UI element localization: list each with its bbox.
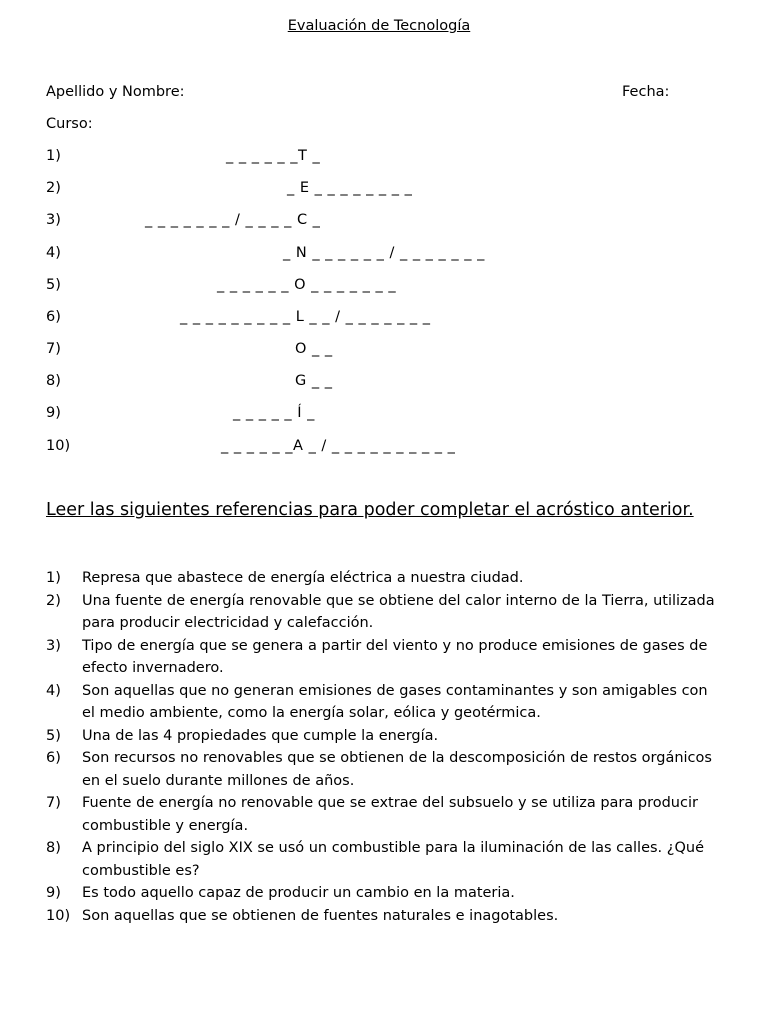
acrostic-row-number: 5) [46, 277, 61, 293]
list-item [46, 747, 718, 792]
acrostic-row-pattern: _ _ _ _ _ _ O _ _ _ _ _ _ _ [217, 277, 397, 293]
clue-text: Son aquellas que no generan emisiones de gases contaminantes y son amigables con el medio ambiente, como la energía solar, eólica y geotérmica. [82, 682, 708, 721]
list-item [46, 567, 718, 590]
date-label: Fecha: [622, 84, 670, 100]
clue-text: Represa que abastece de energía eléctrica a nuestra ciudad. [82, 570, 524, 586]
clue-text: Una de las 4 propiedades que cumple la energía. [82, 727, 439, 744]
acrostic-row-pattern: _ _ _ _ _ _ _ / _ _ _ _ C _ [145, 212, 321, 228]
clue-number: 9) [46, 885, 61, 901]
acrostic-row-number: 7) [46, 341, 61, 357]
list-item [46, 792, 718, 837]
clue-number: 10) [46, 907, 71, 924]
clue-number: 7) [46, 795, 61, 811]
clue-list [46, 567, 718, 927]
acrostic-row-number: 10) [46, 438, 71, 454]
acrostic-row-pattern: O _ _ [295, 341, 333, 357]
acrostic-row-pattern: _ _ _ _ _ Í _ [233, 405, 315, 421]
clue-text: Tipo de energía que se genera a partir del viento y no produce emisiones de gases de efecto invernadero. [82, 637, 708, 676]
page-title: Evaluación de Tecnología [287, 18, 471, 34]
acrostic-row-pattern: _ N _ _ _ _ _ _ / _ _ _ _ _ _ _ [283, 245, 485, 261]
list-item [46, 725, 718, 748]
clue-number: 8) [46, 840, 61, 856]
acrostic-row-pattern: _ _ _ _ _ _A _ / _ _ _ _ _ _ _ _ _ _ [221, 438, 456, 454]
clue-text: Son aquellas que se obtienen de fuentes naturales e inagotables. [82, 907, 559, 924]
clue-text: Son recursos no renovables que se obtienen de la descomposición de restos orgánicos en el suelo durante millones de años. [82, 750, 712, 789]
course-label: Curso: [46, 116, 93, 132]
name-label: Apellido y Nombre: [46, 84, 185, 100]
instruction-heading: Leer las siguientes referencias para poder completar el acróstico anterior. [46, 500, 694, 520]
clue-text: Una fuente de energía renovable que se obtiene del calor interno de la Tierra, utilizada para producir electricidad y calefacción. [82, 592, 715, 631]
list-item [46, 680, 718, 725]
acrostic-row-pattern: _ _ _ _ _ _T _ [226, 148, 321, 164]
clue-number: 1) [46, 570, 61, 586]
list-item [46, 905, 718, 928]
acrostic-row-number: 4) [46, 245, 61, 261]
clue-text: Es todo aquello capaz de producir un cambio en la materia. [82, 885, 515, 901]
list-item [46, 882, 718, 905]
acrostic-row-number: 6) [46, 309, 61, 325]
acrostic-row-pattern: G _ _ [295, 373, 333, 389]
list-item [46, 837, 718, 882]
clue-number: 5) [46, 727, 61, 744]
acrostic-row-number: 8) [46, 373, 61, 389]
acrostic-row-number: 1) [46, 148, 61, 164]
clue-number: 3) [46, 637, 61, 654]
clue-number: 2) [46, 592, 61, 609]
acrostic-row-number: 9) [46, 405, 61, 421]
clue-text: Fuente de energía no renovable que se extrae del subsuelo y se utiliza para producir combustible y energía. [82, 795, 698, 834]
clue-text: A principio del siglo XIX se usó un combustible para la iluminación de las calles. ¿Qué combustible es? [82, 840, 704, 879]
acrostic-row-number: 3) [46, 212, 61, 228]
list-item [46, 590, 718, 635]
clue-number: 4) [46, 682, 61, 699]
list-item [46, 635, 718, 680]
clue-number: 6) [46, 750, 61, 766]
acrostic-row-pattern: _ E _ _ _ _ _ _ _ _ [287, 180, 413, 196]
acrostic-row-pattern: _ _ _ _ _ _ _ _ _ L _ _ / _ _ _ _ _ _ _ [180, 309, 431, 325]
acrostic-row-number: 2) [46, 180, 61, 196]
